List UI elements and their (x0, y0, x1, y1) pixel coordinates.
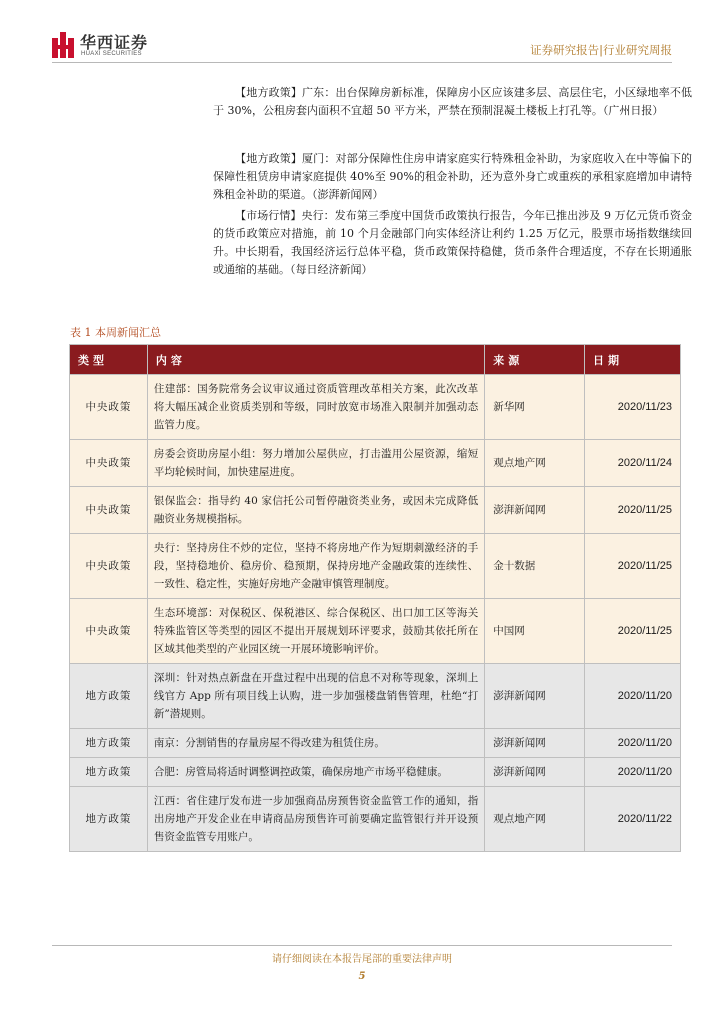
cell-type: 地方政策 (70, 758, 148, 787)
cell-content: 房委会资助房屋小组：努力增加公屋供应，打击滥用公屋资源，缩短平均轮候时间，加快建屋进度。 (147, 440, 484, 487)
table-title: 表 1 本周新闻汇总 (70, 326, 161, 339)
cell-content: 生态环境部：对保税区、保税港区、综合保税区、出口加工区等海关特殊监管区等类型的园区不提出开展规划环评要求，鼓励其依托所在区域其他类型的产业园区统一开展环境影响评价。 (147, 599, 484, 664)
table-row (70, 787, 681, 852)
company-name-en: HUAXI SECURITIES (81, 51, 142, 57)
table-row (70, 664, 681, 729)
legal-notice: 请仔细阅读在本报告尾部的重要法律声明 (272, 954, 452, 965)
cell-source: 澎湃新闻网 (485, 664, 585, 729)
cell-source: 观点地产网 (485, 787, 585, 852)
table-row (70, 487, 681, 534)
cell-content: 央行：坚持房住不炒的定位，坚持不将房地产作为短期刺激经济的手段，坚持稳地价、稳房价、稳预期，保持房地产金融政策的连续性、一致性、稳定性，实施好房地产金融审慎管理制度。 (147, 534, 484, 599)
cell-content: 南京：分割销售的存量房屋不得改建为租赁住房。 (147, 729, 484, 758)
huaxi-logo-icon (52, 32, 74, 58)
cell-date: 2020/11/25 (585, 599, 681, 664)
cell-date: 2020/11/24 (585, 440, 681, 487)
cell-source: 观点地产网 (485, 440, 585, 487)
paragraph-xiamen (213, 150, 692, 204)
cell-source: 澎湃新闻网 (485, 729, 585, 758)
news-summary-table (69, 344, 681, 852)
cell-type: 中央政策 (70, 599, 148, 664)
paragraph-text: 【市场行情】央行：发布第三季度中国货币政策执行报告，今年已推出涉及 9 万亿元货币资金的货币政策应对措施，前 10 个月金融部门向实体经济让利约 1.25 万亿元，股票市场指数继续回升。中长期看，我国经济运行总体平稳，货币政策保持稳健，货币条件合理适度，不存在长期通胀或通缩的基础。（每日经济新闻） (213, 209, 692, 276)
header-source: 来源 (485, 345, 585, 375)
cell-type: 中央政策 (70, 534, 148, 599)
cell-date: 2020/11/20 (585, 758, 681, 787)
cell-source: 金十数据 (485, 534, 585, 599)
footer-divider (52, 945, 672, 946)
company-name-cn: 华西证券 (80, 33, 149, 52)
table-row (70, 440, 681, 487)
cell-source: 新华网 (485, 375, 585, 440)
cell-date: 2020/11/25 (585, 534, 681, 599)
cell-source: 中国网 (485, 599, 585, 664)
cell-date: 2020/11/20 (585, 729, 681, 758)
cell-content: 住建部：国务院常务会议审议通过资质管理改革相关方案，此次改革将大幅压减企业资质类别和等级，同时放宽市场准入限制并加强动态监管力度。 (147, 375, 484, 440)
cell-type: 地方政策 (70, 787, 148, 852)
paragraph-text: 【地方政策】厦门：对部分保障性住房申请家庭实行特殊租金补助，为家庭收入在中等偏下的保障性租赁房申请家庭提供 40%至 90%的租金补助，还为意外身亡或重疾的承租家庭增加申请特殊租金补助的渠道。（澎湃新闻网） (213, 152, 692, 201)
cell-date: 2020/11/23 (585, 375, 681, 440)
cell-type: 中央政策 (70, 487, 148, 534)
table-header-row (70, 345, 681, 375)
page-header (0, 0, 724, 70)
report-type: 证券研究报告|行业研究周报 (530, 43, 672, 57)
table-row (70, 758, 681, 787)
cell-content: 合肥：房管局将适时调整调控政策，确保房地产市场平稳健康。 (147, 758, 484, 787)
cell-content: 银保监会：指导约 40 家信托公司暂停融资类业务，或因未完成降低融资业务规模指标。 (147, 487, 484, 534)
table-row (70, 599, 681, 664)
table-row (70, 729, 681, 758)
cell-date: 2020/11/22 (585, 787, 681, 852)
cell-content: 深圳：针对热点新盘在开盘过程中出现的信息不对称等现象，深圳上线官方 App 所有项目线上认购，进一步加强楼盘销售管理，杜绝“打新”潜规则。 (147, 664, 484, 729)
cell-type: 地方政策 (70, 664, 148, 729)
cell-source: 澎湃新闻网 (485, 487, 585, 534)
cell-source: 澎湃新闻网 (485, 758, 585, 787)
cell-content: 江西：省住建厅发布进一步加强商品房预售资金监管工作的通知，指出房地产开发企业在申请商品房预售许可前要确定监管银行并开设预售资金监管专用账户。 (147, 787, 484, 852)
header-content: 内容 (147, 345, 484, 375)
cell-type: 地方政策 (70, 729, 148, 758)
header-date: 日期 (585, 345, 681, 375)
cell-type: 中央政策 (70, 375, 148, 440)
page-number: 5 (358, 971, 366, 982)
cell-date: 2020/11/20 (585, 664, 681, 729)
paragraph-pboc (213, 207, 692, 279)
table-row (70, 534, 681, 599)
header-type: 类型 (70, 345, 148, 375)
header-divider (52, 62, 672, 63)
paragraph-text: 【地方政策】广东：出台保障房新标准，保障房小区应该建多层、高层住宅，小区绿地率不低于 30%，公租房套内面积不宜超 50 平方米，严禁在预制混凝土楼板上打孔等。（广州日报） (213, 86, 692, 117)
table-row (70, 375, 681, 440)
paragraph-guangdong (213, 84, 692, 120)
cell-type: 中央政策 (70, 440, 148, 487)
cell-date: 2020/11/25 (585, 487, 681, 534)
